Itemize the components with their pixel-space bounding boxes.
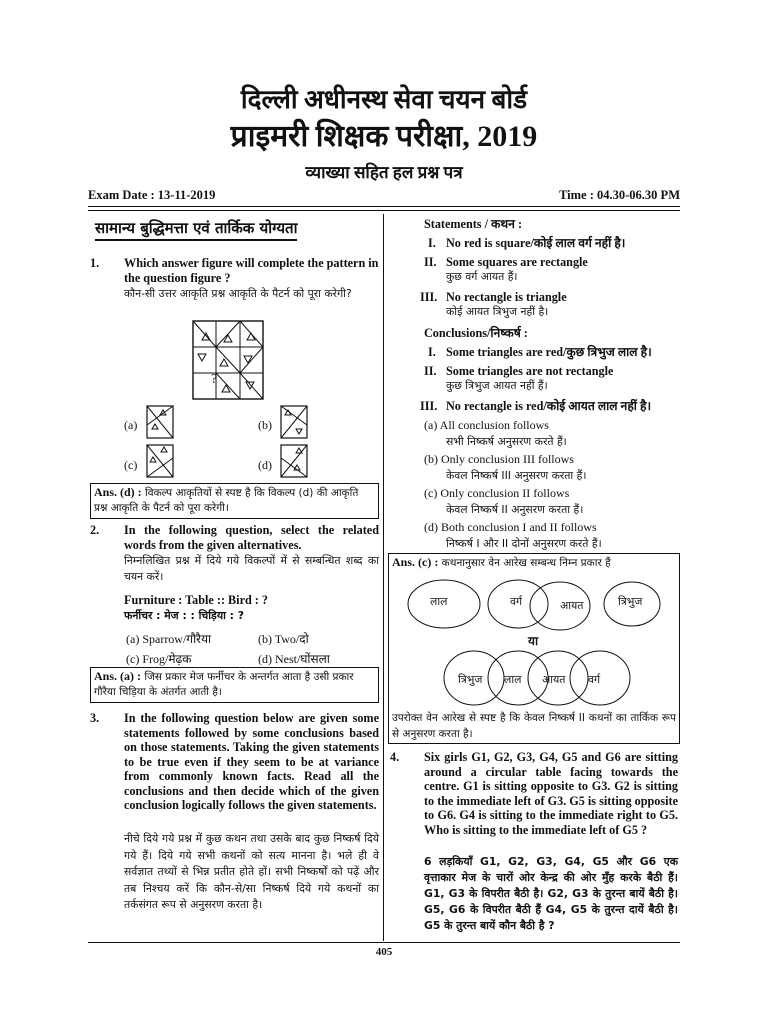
q3-statement-3-num: III.: [420, 290, 438, 304]
q1-option-b-label: (b): [258, 418, 272, 432]
q4-question-hi: 6 लड़कियाँ G1, G2, G3, G4, G5 और G6 एक वृत्ताकार मेज के चारों ओर केन्द्र की ओर मुँह करके बैठी हैं। G1, G3 के विपरीत बैठी है। G2, G3 के तुरन्त बायें बैठी है। G5, G6 के विपरीत बैठी हैं G4, G5 के तुरन्त दायें बैठी है। G5 के तुरन्त बायें कौन बैठी है ?: [424, 855, 678, 932]
paper-subtitle: व्याख्या सहित हल प्रश्न पत्र: [305, 163, 463, 182]
venn-or-label: या: [528, 634, 539, 648]
q2-number: 2.: [90, 523, 100, 537]
q1-option-c-figure: [146, 444, 174, 478]
q3-conclusion-2-hi: कुछ त्रिभुज आयत नहीं हैं।: [446, 379, 548, 392]
q3-statements-heading: Statements / कथन :: [424, 217, 523, 231]
exam-time: Time : 04.30-06.30 PM: [559, 188, 680, 202]
q2-option-c: (c) Frog/मेढ़क: [126, 652, 192, 666]
q3-option-b: (b) Only conclusion III follows: [424, 452, 574, 466]
q2-question-hi: निम्नलिखित प्रश्न में दिये गये विकल्पों में से सम्बन्धित शब्द का चयन करें।: [124, 554, 379, 583]
q3-statement-1: No red is square/कोई लाल वर्ग नहीं है।: [446, 236, 626, 250]
q2-analogy-en: Furniture : Table :: Bird : ?: [124, 593, 268, 607]
q3-option-d: (d) Both conclusion I and II follows: [424, 520, 597, 534]
q1-option-d-label: (d): [258, 458, 272, 472]
q3-conclusion-3-num: III.: [420, 399, 438, 413]
header-rule: [88, 206, 680, 207]
venn1-label-square: वर्ग: [510, 595, 523, 608]
q3-option-c: (c) Only conclusion II follows: [424, 486, 570, 500]
page-number: 405: [375, 946, 393, 958]
q1-answer-label: Ans. (d) :: [94, 485, 142, 499]
q3-answer-label: Ans. (c) :: [392, 555, 439, 569]
q1-missing-mark: ?: [211, 372, 218, 387]
q2-question-en: In the following question, select the related words from the given alternatives.: [124, 523, 379, 552]
exam-title: प्राइमरी शिक्षक परीक्षा, 2019: [230, 120, 538, 153]
venn1-label-triangle: त्रिभुज: [618, 595, 643, 608]
q3-answer-conclusion: उपरोक्त वेन आरेख से स्पष्ट है कि केवल निष्कर्ष II कथनों का तार्किक रूप से अनुसरण करता है।: [392, 712, 676, 740]
q1-question-hi: कौन-सी उत्तर आकृति प्रश्न आकृति के पैटर्न को पूरा करेगी?: [124, 287, 352, 300]
q2-answer-label: Ans. (a) :: [94, 669, 141, 683]
q1-option-a-label: (a): [124, 418, 138, 432]
q1-option-d-figure: [280, 444, 308, 478]
q2-analogy-hi: फर्नीचर : मेज : : चिड़िया : ?: [124, 609, 244, 622]
q3-option-a-hi: सभी निष्कर्ष अनुसरण करते हैं।: [446, 435, 567, 448]
q3-conclusion-2-num: II.: [424, 364, 437, 378]
q3-statement-3-hi: कोई आयत त्रिभुज नहीं है।: [446, 305, 549, 318]
venn2-label-square: वर्ग: [588, 673, 601, 686]
footer-rule: [88, 942, 680, 943]
q4-number: 4.: [390, 750, 400, 764]
q3-conclusion-1-num: I.: [428, 345, 436, 359]
venn1-label-rectangle: आयत: [560, 599, 584, 612]
exam-date: Exam Date : 13-11-2019: [88, 188, 216, 202]
q4-question-en: Six girls G1, G2, G3, G4, G5 and G6 are sitting around a circular table facing towards the centre. G1 is sitting opposite to G3. G2 is sitting to the immediate left of G3. G5 is sitting opposite to G6. G4 is sitting to the immediate right to G5. Who is sitting to the immediate left of G5 ?: [424, 750, 678, 837]
q3-conclusion-3: No rectangle is red/कोई आयत लाल नहीं है।: [446, 399, 652, 413]
q3-number: 3.: [90, 711, 100, 725]
q3-option-a: (a) All conclusion follows: [424, 418, 549, 432]
column-divider: [383, 214, 384, 941]
q3-conclusions-heading: Conclusions/निष्कर्ष :: [424, 326, 528, 340]
q3-question-en: In the following question below are given some statements followed by some conclusions based on those statements. Taking the given statements to be true even if they seem to be at variance from commonly known facts. Read all the conclusions and then decide which of the given conclusion logically follows the given statements.: [124, 711, 379, 812]
q1-question-figure: [192, 320, 264, 400]
q2-option-b: (b) Two/दो: [258, 632, 309, 646]
q3-statement-3: No rectangle is triangle: [446, 290, 567, 304]
q1-option-c-label: (c): [124, 458, 138, 472]
q1-number: 1.: [90, 256, 100, 270]
venn2-label-rectangle: आयत: [542, 673, 566, 686]
section-title: सामान्य बुद्धिमत्ता एवं तार्किक योग्यता: [95, 218, 297, 241]
q1-answer-box: [90, 483, 379, 519]
q3-statement-2-hi: कुछ वर्ग आयत हैं।: [446, 270, 518, 283]
q1-option-a-figure: [146, 405, 174, 439]
q1-answer-text: विकल्प आकृतियों से स्पष्ट है कि विकल्प (d) की आकृति प्रश्न आकृति के पैटर्न को पूरा करेगी।: [94, 487, 359, 514]
q2-answer-text: जिस प्रकार मेज फर्नीचर के अन्तर्गत आता है उसी प्रकार गौरैया चिड़िया के अंतर्गत आती है।: [94, 671, 354, 698]
q3-answer-text: कथनानुसार वेन आरेख सम्बन्ध निम्न प्रकार हैं: [441, 557, 611, 569]
q3-conclusion-1: Some triangles are red/कुछ त्रिभुज लाल है।: [446, 345, 652, 359]
q2-option-d: (d) Nest/घोंसला: [258, 652, 330, 666]
q2-option-a: (a) Sparrow/गौरैया: [126, 632, 212, 646]
venn1-label-red: लाल: [430, 595, 448, 608]
q3-statement-2: Some squares are rectangle: [446, 255, 588, 269]
venn2-label-red: लाल: [504, 673, 522, 686]
q2-answer-box: [90, 667, 379, 703]
q3-option-d-hi: निष्कर्ष I और II दोनों अनुसरण करते हैं।: [446, 537, 602, 550]
board-name: दिल्ली अधीनस्थ सेवा चयन बोर्ड: [240, 85, 528, 114]
q3-conclusion-2: Some triangles are not rectangle: [446, 364, 614, 378]
q3-statement-1-num: I.: [428, 236, 436, 250]
q1-option-b-figure: [280, 405, 308, 439]
q3-question-hi: नीचे दिये गये प्रश्न में कुछ कथन तथा उसके बाद कुछ निष्कर्ष दिये गये हैं। दिये गये सभी कथनों को सत्य मानना है। भले ही वे सर्वज्ञात तथ्यों से भिन्न प्रतीत होते हों। सभी निष्कर्षों को पढ़ें और तब निश्चय करें कि कौन-से/सा निष्कर्ष दिये गये कथनों का तर्कसंगत रूप से अनुसरण करता है।: [124, 832, 379, 911]
venn2-label-triangle: त्रिभुज: [458, 673, 483, 686]
q1-question-en: Which answer figure will complete the pattern in the question figure ?: [124, 256, 379, 285]
q3-option-b-hi: केवल निष्कर्ष III अनुसरण करता हैं।: [446, 469, 587, 482]
q3-statement-2-num: II.: [424, 255, 437, 269]
q3-option-c-hi: केवल निष्कर्ष II अनुसरण करता हैं।: [446, 503, 584, 516]
header-rule-2: [88, 210, 680, 211]
